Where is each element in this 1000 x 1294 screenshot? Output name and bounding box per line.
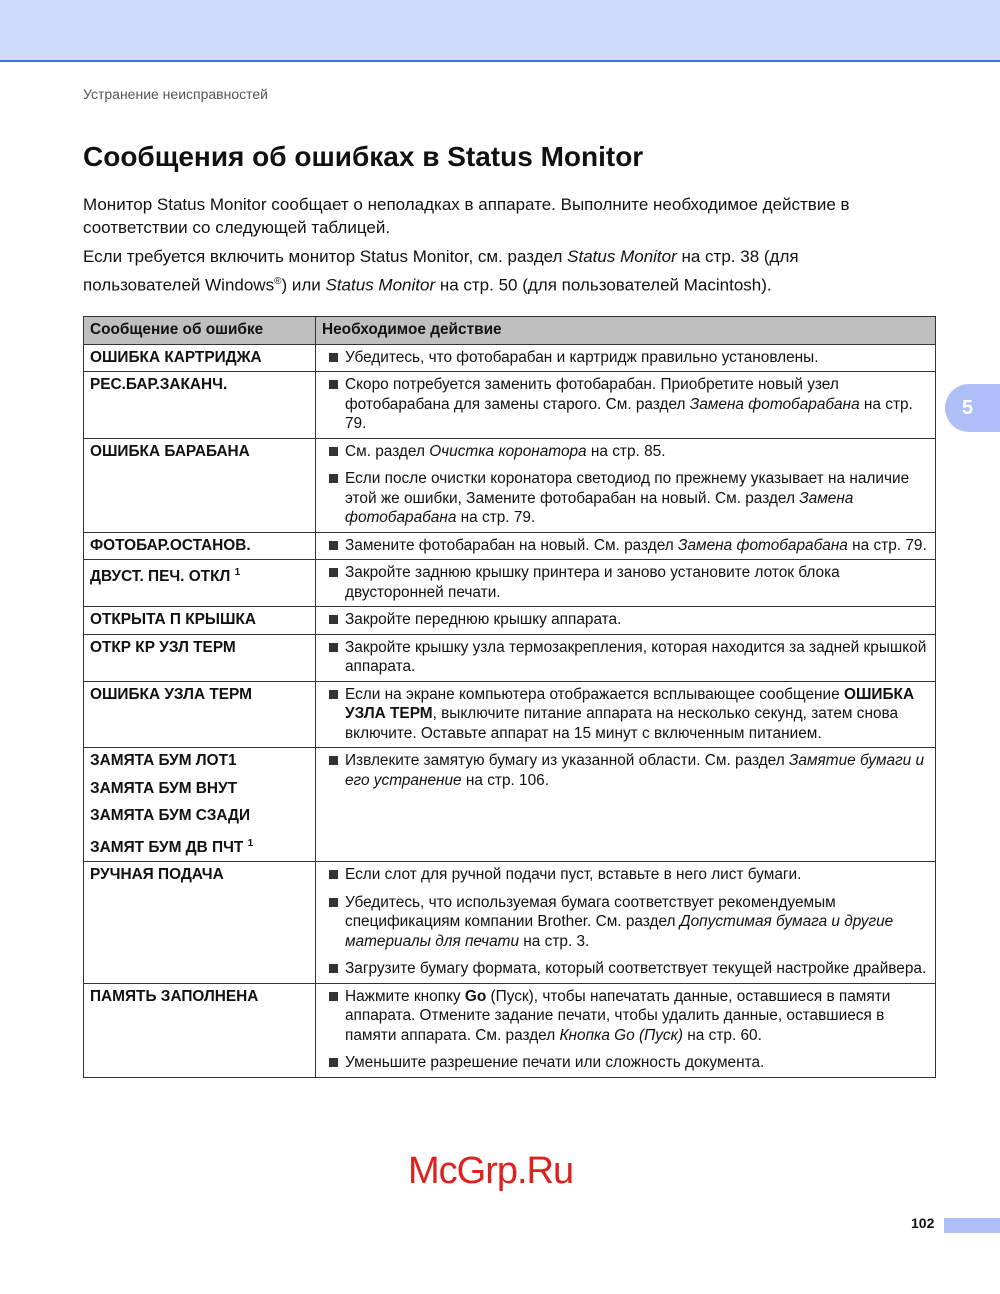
action-cell <box>316 681 936 748</box>
cross-reference-link[interactable]: Замена фотобарабана <box>345 489 854 526</box>
bullet-square-icon <box>329 380 338 389</box>
action-cell <box>316 372 936 439</box>
action-cell <box>316 983 936 1077</box>
bullet-square-icon <box>329 447 338 456</box>
error-message <box>90 536 309 556</box>
action-text: Извлеките замятую бумагу из указанной области. См. раздел <box>345 752 789 769</box>
error-message-text: РУЧНАЯ ПОДАЧА <box>90 866 224 884</box>
action-text: Если на экране компьютера отображается всплывающее сообщение <box>345 685 844 703</box>
error-message-cell <box>84 748 316 862</box>
table-row <box>84 344 936 372</box>
action-item <box>322 610 929 630</box>
table-row <box>84 681 936 748</box>
text: на стр. 38 (для пользователей Windows <box>83 247 799 295</box>
bullet-square-icon <box>329 870 338 879</box>
action-cell <box>316 748 936 862</box>
cross-reference-link[interactable]: Допустимая бумага и другие материалы для печати <box>345 913 894 950</box>
action-text: Закройте переднюю крышку аппарата. <box>345 611 622 628</box>
action-item <box>322 348 929 368</box>
error-message <box>90 375 309 395</box>
cross-reference-link[interactable]: Замена фотобарабана <box>678 536 848 554</box>
table-header-row <box>84 317 936 345</box>
status-monitor-windows-link[interactable]: Status Monitor <box>567 247 677 266</box>
action-text: на стр. 106. <box>461 771 550 789</box>
action-item <box>322 563 929 602</box>
text: ) или <box>281 275 326 295</box>
action-text: Убедитесь, что используемая бумага соответствует рекомендуемым спецификациям компании Brother. См. раздел <box>345 893 836 931</box>
error-message <box>90 348 309 368</box>
error-message-text: ОТКРЫТА П КРЫШКА <box>90 611 256 628</box>
error-message-text: ОШИБКА КАРТРИДЖА <box>90 348 262 366</box>
table-row <box>84 862 936 984</box>
action-cell <box>316 532 936 560</box>
error-message-text: ЗАМЯТА БУМ ЛОТ1 <box>90 752 237 769</box>
column-header-action: Необходимое действие <box>316 317 936 345</box>
error-message-cell <box>84 532 316 560</box>
error-message-cell <box>84 862 316 984</box>
error-message <box>90 779 309 799</box>
error-message-cell <box>84 438 316 532</box>
action-text: на стр. 3. <box>519 932 590 950</box>
action-item <box>322 442 929 462</box>
bullet-square-icon <box>329 1058 338 1067</box>
footnote-mark: 1 <box>234 567 241 578</box>
action-text: (Пуск), чтобы напечатать данные, оставшиеся в памяти аппарата. Отмените задание печати, чтобы удалить данные, оставшиеся в памяти аппарата. См. раздел <box>345 987 891 1044</box>
cross-reference-link[interactable]: Очистка коронатора <box>429 442 587 460</box>
action-text: Замените фотобарабан на новый. См. раздел <box>345 536 679 554</box>
breadcrumb: Устранение неисправностей <box>83 86 268 102</box>
action-item <box>322 1053 929 1073</box>
error-message <box>90 751 309 771</box>
action-text: Убедитесь, что фотобарабан и картридж правильно установлены. <box>345 348 819 366</box>
table-row <box>84 372 936 439</box>
action-text: , выключите питание аппарата на несколько секунд, затем снова включите. Оставьте аппарат на 15 минут с включенным питанием. <box>345 705 899 742</box>
error-message-cell <box>84 681 316 748</box>
error-message <box>90 806 309 826</box>
watermark: McGrp.Ru <box>408 1150 574 1192</box>
bullet-square-icon <box>329 756 338 765</box>
action-item <box>322 893 929 952</box>
action-cell <box>316 344 936 372</box>
action-item <box>322 638 929 677</box>
action-text: на стр. 79. <box>847 536 927 554</box>
action-text: ОШИБКА УЗЛА ТЕРМ <box>345 685 915 722</box>
error-message <box>90 987 309 1007</box>
bullet-square-icon <box>329 643 338 652</box>
error-message <box>90 685 309 705</box>
action-cell <box>316 560 936 607</box>
text: Если требуется включить монитор Status Monitor, см. раздел <box>83 247 568 266</box>
action-item <box>322 751 929 790</box>
registered-mark: ® <box>274 276 282 287</box>
action-text: Если после очистки коронатора светодиод по прежнему указывает на наличие этой же ошибки, Замените фотобарабан на новый. См. раздел <box>345 470 910 507</box>
text: на стр. 50 (для пользователей Macintosh). <box>435 275 772 295</box>
error-message-cell <box>84 634 316 681</box>
action-item <box>322 987 929 1046</box>
status-monitor-mac-link[interactable]: Status Monitor <box>325 275 436 295</box>
error-message-text: РЕС.БАР.ЗАКАНЧ. <box>90 376 228 393</box>
error-message <box>90 442 309 462</box>
intro-paragraph-1: Монитор Status Monitor сообщает о неполадках в аппарате. Выполните необходимое действие в соответствии со следующей таблицей. <box>83 195 850 237</box>
action-text: Скоро потребуется заменить фотобарабан. Приобретите новый узел фотобарабана для замены старого. См. раздел <box>345 376 839 413</box>
error-message <box>90 834 309 858</box>
action-text: Нажмите кнопку <box>345 987 465 1005</box>
action-item <box>322 959 929 979</box>
action-text: на стр. 85. <box>586 442 666 460</box>
table-row <box>84 748 936 862</box>
action-text: на стр. 79. <box>456 509 536 526</box>
chapter-tab[interactable]: 5 <box>945 384 1000 432</box>
action-item <box>322 865 929 885</box>
bullet-square-icon <box>329 541 338 550</box>
cross-reference-link[interactable]: Кнопка Go (Пуск) <box>559 1026 684 1044</box>
footnote-mark: 1 <box>247 837 254 849</box>
error-message-text: ФОТОБАР.ОСТАНОВ. <box>90 536 251 554</box>
error-message-text: ОШИБКА БАРАБАНА <box>90 442 250 460</box>
action-text: Если слот для ручной подачи пуст, вставьте в него лист бумаги. <box>345 866 802 884</box>
cross-reference-link[interactable]: Замена фотобарабана <box>689 395 860 413</box>
error-message-text: ЗАМЯТ БУМ ДВ ПЧТ <box>90 838 244 856</box>
error-message-cell <box>84 560 316 607</box>
bullet-square-icon <box>329 992 338 1001</box>
action-text: на стр. 79. <box>345 395 913 432</box>
page-number-bar <box>944 1218 1000 1233</box>
action-item <box>322 685 929 744</box>
error-message-text: ОШИБКА УЗЛА ТЕРМ <box>90 685 252 703</box>
bullet-square-icon <box>329 898 338 907</box>
action-item <box>322 536 929 556</box>
bullet-square-icon <box>329 353 338 362</box>
error-message-cell <box>84 983 316 1077</box>
error-message-text: ПАМЯТЬ ЗАПОЛНЕНА <box>90 987 259 1005</box>
bullet-square-icon <box>329 568 338 577</box>
action-text: на стр. 60. <box>683 1026 762 1044</box>
error-message-text: ЗАМЯТА БУМ СЗАДИ <box>90 807 251 824</box>
action-cell <box>316 634 936 681</box>
action-text: Закройте крышку узла термозакрепления, которая находится за задней крышкой аппарата. <box>345 638 927 675</box>
action-text: Уменьшите разрешение печати или сложность документа. <box>345 1054 765 1072</box>
error-message-cell <box>84 344 316 372</box>
error-message <box>90 610 309 630</box>
action-text: Закройте заднюю крышку принтера и заново установите лоток блока двусторонней печати. <box>345 564 840 601</box>
error-message-text: ЗАМЯТА БУМ ВНУТ <box>90 779 238 797</box>
page-title: Сообщения об ошибках в Status Monitor <box>83 141 644 172</box>
table-row <box>84 607 936 635</box>
error-message <box>90 865 309 885</box>
error-message-text: ОТКР КР УЗЛ ТЕРМ <box>90 638 236 656</box>
intro <box>83 193 913 303</box>
cross-reference-link[interactable]: Замятие бумаги и его устранение <box>345 752 925 789</box>
action-item <box>322 375 929 434</box>
table-row <box>84 438 936 532</box>
table-row <box>84 532 936 560</box>
error-message <box>90 563 309 587</box>
table-row <box>84 560 936 607</box>
action-cell <box>316 862 936 984</box>
bullet-square-icon <box>329 964 338 973</box>
error-message-text: ДВУСТ. ПЕЧ. ОТКЛ <box>90 568 231 586</box>
error-message-cell <box>84 607 316 635</box>
bullet-square-icon <box>329 690 338 699</box>
table-row <box>84 983 936 1077</box>
intro-paragraph-2 <box>83 244 913 298</box>
action-cell <box>316 607 936 635</box>
error-messages-table <box>83 316 936 1078</box>
header-band <box>0 0 1000 62</box>
column-header-message: Сообщение об ошибке <box>84 317 316 345</box>
action-cell <box>316 438 936 532</box>
action-item <box>322 469 929 528</box>
bullet-square-icon <box>329 615 338 624</box>
error-message-cell <box>84 372 316 439</box>
table-row <box>84 634 936 681</box>
page-number: 102 <box>911 1215 935 1231</box>
bullet-square-icon <box>329 474 338 483</box>
action-text: Go <box>464 987 487 1005</box>
error-message <box>90 638 309 658</box>
action-text: Загрузите бумагу формата, который соответствует текущей настройке драйвера. <box>345 960 927 978</box>
action-text: См. раздел <box>345 442 430 460</box>
